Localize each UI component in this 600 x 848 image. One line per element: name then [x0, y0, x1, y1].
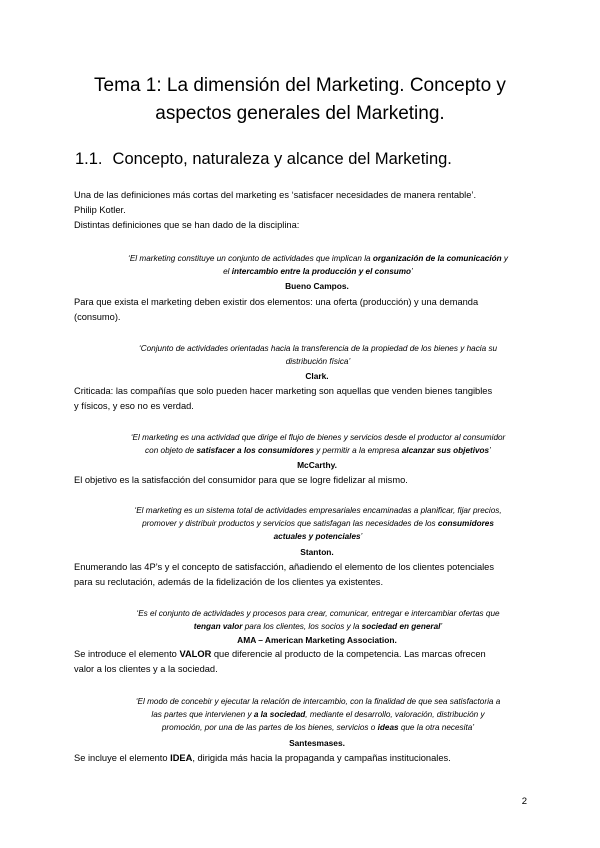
quote-text: ’ [360, 532, 363, 541]
quote-text: para los clientes, los socios y la [242, 622, 362, 631]
quote-bold: a la sociedad [253, 710, 306, 719]
quote-text: ’ [411, 267, 413, 276]
paragraph-line: (consumo). [74, 312, 121, 322]
intro-paragraph [74, 188, 529, 233]
paragraph [74, 560, 529, 590]
paragraph [74, 473, 529, 488]
paragraph-text: que diferencie al producto de la competencia. Las marcas ofrecen [211, 649, 486, 659]
quote-author: Clark. [305, 371, 329, 381]
quote-bold: tengan valor [193, 622, 243, 631]
quote-stanton [105, 504, 531, 543]
page-number: 2 [521, 796, 527, 807]
paragraph-line: Enumerando las 4P’s y el concepto de satisfacción, añadiendo el elemento de los clientes potenciales [74, 562, 495, 572]
paragraph-bold: VALOR [179, 649, 212, 659]
section-heading [75, 148, 452, 170]
paragraph-line: y físicos, y eso no es verdad. [74, 401, 194, 411]
paragraph-line: El objetivo es la satisfacción del consumidor para que se logre fidelizar al mismo. [74, 475, 408, 485]
section-number: 1.1. [75, 150, 103, 168]
quote-bueno-campos [105, 252, 531, 278]
paragraph [74, 295, 529, 325]
quote-author: Santesmases. [289, 738, 345, 748]
quote-text: promoción, por una de las partes de los bienes, servicios o [161, 723, 378, 732]
paragraph-bold: IDEA [170, 753, 193, 763]
quote-text: las partes que intervienen y [151, 710, 254, 719]
intro-line-3: Distintas definiciones que se han dado de la disciplina: [74, 220, 300, 230]
quote-text: el [223, 267, 232, 276]
quote-author: Stanton. [300, 547, 334, 557]
quote-text: y [501, 254, 508, 263]
quote-text: ’ [489, 446, 491, 455]
paragraph-line: para su reclutación, además de la fidelización de los clientes ya existentes. [74, 577, 384, 587]
quote-bold: satisfacer a los consumidores [196, 446, 314, 455]
paragraph-line: Criticada: las compañías que solo pueden hacer marketing son aquellas que venden bienes tangibles [74, 386, 493, 396]
quote-text: que la otra necesita’ [398, 723, 475, 732]
quote-clark [105, 342, 531, 368]
quote-author: Bueno Campos. [285, 281, 349, 291]
intro-author: Philip Kotler. [74, 205, 126, 215]
quote-bold: actuales y potenciales [273, 532, 361, 541]
quote-text: ‘El marketing es una actividad que dirige el flujo de bienes y servicios desde el productor al consumidor [130, 433, 506, 442]
quote-text: distribución física’ [285, 357, 351, 366]
paragraph-text: Se introduce el elemento [74, 649, 180, 659]
paragraph [74, 647, 529, 677]
quote-text: con objeto de [145, 446, 197, 455]
quote-text: ‘El marketing constituye un conjunto de actividades que implican la [128, 254, 373, 263]
quote-text: ‘El modo de concebir y ejecutar la relación de intercambio, con la finalidad de que sea satisfactoria a [135, 697, 501, 706]
quote-text: , mediante el desarrollo, valoración, distribución y [305, 710, 485, 719]
page-title [60, 72, 540, 128]
quote-mccarthy [105, 431, 531, 457]
quote-bold: ideas [377, 723, 399, 732]
paragraph-text: , dirigida más hacia la propaganda y campañas institucionales. [192, 753, 451, 763]
paragraph [74, 751, 529, 766]
paragraph-text: Se incluye el elemento [74, 753, 171, 763]
title-line-2: aspectos generales del Marketing. [155, 103, 445, 124]
quote-ama [105, 607, 531, 633]
section-title: Concepto, naturaleza y alcance del Marketing. [112, 150, 452, 168]
quote-author: AMA – American Marketing Association. [237, 635, 397, 645]
quote-text: ’ [440, 622, 443, 631]
quote-bold: organización de la comunicación [372, 254, 502, 263]
quote-text: ‘Es el conjunto de actividades y procesos para crear, comunicar, entregar e intercambiar ofertas que [136, 609, 500, 618]
paragraph-line: Para que exista el marketing deben existir dos elementos: una oferta (producción) y una demanda [74, 297, 479, 307]
quote-text: ‘Conjunto de actividades orientadas hacia la transferencia de la propiedad de los bienes y hacia su [138, 344, 498, 353]
quote-santesmases [105, 695, 531, 734]
paragraph [74, 384, 529, 414]
quote-bold: consumidores [437, 519, 494, 528]
quote-bold: sociedad en general [361, 622, 441, 631]
paragraph-line: valor a los clientes y a la sociedad. [74, 664, 218, 674]
quote-text: ‘El marketing es un sistema total de actividades empresariales encaminadas a planificar, fijar precios, [134, 506, 502, 515]
quote-text: y permitir a la empresa [313, 446, 402, 455]
quote-text: promover y distribuir productos y servicios que satisfagan las necesidades de los [142, 519, 438, 528]
title-line-1: Tema 1: La dimensión del Marketing. Concepto y [94, 75, 506, 96]
quote-bold: alcanzar sus objetivos [401, 446, 490, 455]
intro-line-1: Una de las definiciones más cortas del marketing es ‘satisfacer necesidades de manera rentable’. [74, 190, 477, 200]
quote-author: McCarthy. [297, 460, 337, 470]
quote-bold: intercambio entre la producción y el consumo [231, 267, 412, 276]
